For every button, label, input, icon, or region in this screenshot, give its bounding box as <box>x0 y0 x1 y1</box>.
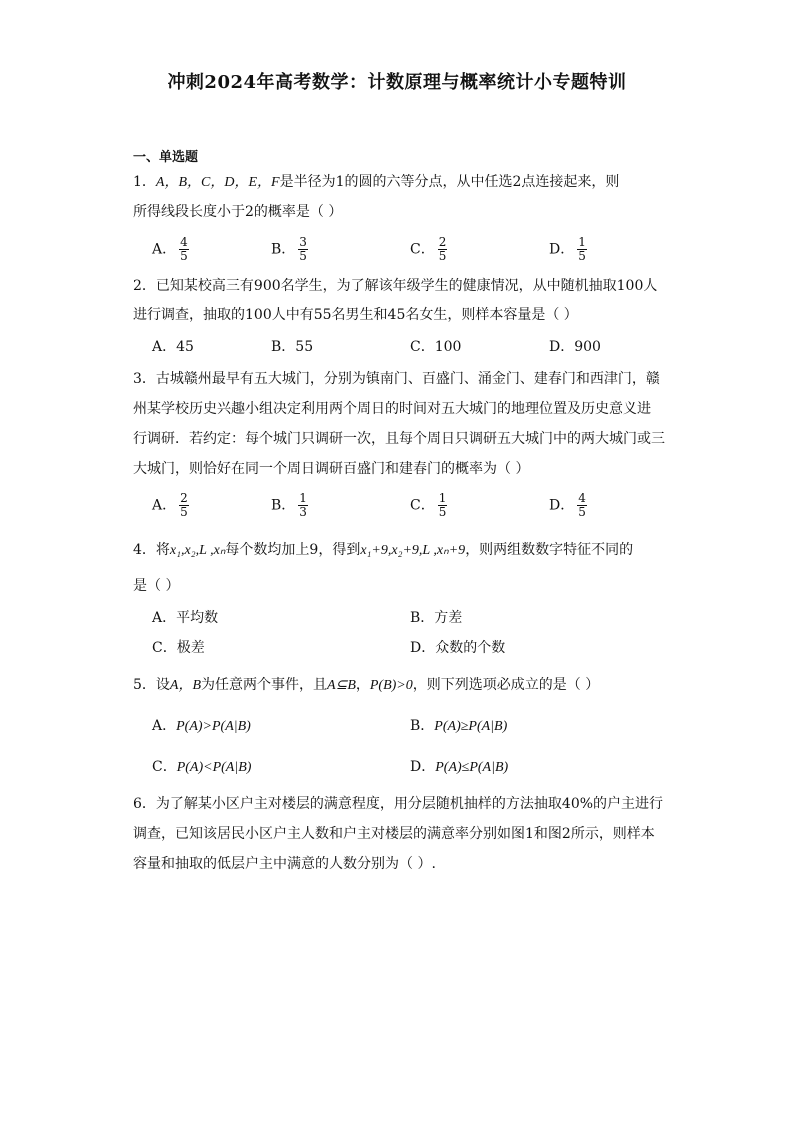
question-5-option-b[interactable]: B．P(A)≥P(A|B) <box>410 718 508 734</box>
subset-condition: A⊆B <box>327 678 356 693</box>
fraction: $\frac{1}{5}$ <box>578 235 586 263</box>
sequence-expression: x₁,x₂,L ,xₙ <box>169 543 226 558</box>
question-4-option-a[interactable]: A．平均数 <box>152 610 219 626</box>
fraction: $\frac{4}{5}$ <box>180 235 188 263</box>
question-2-line-2: 进行调查，抽取的100人中有55名男生和45名女生，则样本容量是（ ） <box>133 307 578 323</box>
question-1-option-a[interactable]: A． $\frac{4}{5}$ <box>152 235 188 263</box>
question-1-option-d[interactable]: D． $\frac{1}{5}$ <box>549 235 586 263</box>
question-4-option-d[interactable]: D．众数的个数 <box>410 640 506 656</box>
question-3-line-1: 3．古城赣州最早有五大城门，分别为镇南门、百盛门、涌金门、建春门和西津门，赣 <box>133 371 660 387</box>
question-6-line-1: 6．为了解某小区户主对楼层的满意程度，用分层随机抽样的方法抽取40%的户主进行 <box>133 796 664 812</box>
question-6-line-2: 调查，已知该居民小区户主人数和户主对楼层的满意率分别如图1和图2所示，则样本 <box>133 826 655 842</box>
question-1-line-1 <box>133 172 619 193</box>
question-3-option-d[interactable]: D． $\frac{4}{5}$ <box>549 491 586 519</box>
fraction: $\frac{4}{5}$ <box>578 491 586 519</box>
question-2-option-c[interactable]: C．100 <box>410 339 462 355</box>
question-4-option-c[interactable]: C．极差 <box>152 640 205 656</box>
fraction: $\frac{2}{5}$ <box>438 235 447 263</box>
fraction: $\frac{1}{5}$ <box>438 491 447 519</box>
question-4-option-b[interactable]: B．方差 <box>410 610 463 626</box>
question-5-option-a[interactable]: A．P(A)>P(A|B) <box>152 718 251 734</box>
section-heading: 一、单选题 <box>133 150 199 165</box>
question-3-line-4: 大城门，则恰好在同一个周日调研百盛门和建春门的概率为（ ） <box>133 461 530 477</box>
question-1-text-a: 是半径为1的圆的六等分点，从中任选2点连接起来，则 <box>279 174 620 190</box>
event-vars: A，B <box>169 678 202 693</box>
question-1-option-c[interactable]: C． $\frac{2}{5}$ <box>410 235 447 263</box>
question-3-line-2: 州某学校历史兴趣小组决定利用两个周日的时间对五大城门的地理位置及历史意义进 <box>133 401 651 417</box>
question-2-option-d[interactable]: D．900 <box>549 339 601 355</box>
question-3-option-c[interactable]: C． $\frac{1}{5}$ <box>410 491 447 519</box>
shifted-sequence-expression: x₁+9,x₂+9,L ,xₙ+9 <box>360 543 466 558</box>
question-1-option-b[interactable]: B． $\frac{3}{5}$ <box>271 235 307 263</box>
fraction: $\frac{2}{5}$ <box>180 491 188 519</box>
question-3-option-b[interactable]: B． $\frac{1}{3}$ <box>271 491 307 519</box>
fraction: $\frac{1}{3}$ <box>299 491 307 519</box>
question-4-line-1: 4．将x₁,x₂,L ,xₙ每个数均加上9，得到x₁+9,x₂+9,L ,xₙ+9，则两组数数字特征不同的 <box>133 542 634 558</box>
question-5-line-1: 5．设A，B为任意两个事件，且A⊆B，P(B)>0，则下列选项必成立的是（ ） <box>133 677 600 693</box>
fraction: $\frac{3}{5}$ <box>299 235 307 263</box>
question-3-line-3: 行调研．若约定：每个城门只调研一次，且每个周日只调研五大城门中的两大城门或三 <box>133 431 665 447</box>
question-6-line-3: 容量和抽取的低层户主中满意的人数分别为（ ）. <box>133 856 436 872</box>
question-2-option-b[interactable]: B．55 <box>271 339 314 355</box>
probability-condition: P(B)>0 <box>369 678 413 693</box>
page-title: 冲刺2024年高考数学：计数原理与概率统计小专题特训 <box>167 72 627 93</box>
question-4-line-2: 是（ ） <box>133 578 180 594</box>
question-1-line-2: 所得线段长度小于2的概率是（ ） <box>133 204 343 220</box>
question-1-vars: A，B，C，D，E，F <box>155 175 280 190</box>
question-3-option-a[interactable]: A． $\frac{2}{5}$ <box>152 491 188 519</box>
question-2-option-a[interactable]: A．45 <box>152 339 194 355</box>
question-5-option-c[interactable]: C．P(A)<P(A|B) <box>152 759 252 775</box>
question-2-line-1: 2．已知某校高三有900名学生，为了解该年级学生的健康情况，从中随机抽取100人 <box>133 278 658 294</box>
question-1-number: 1． <box>133 174 156 190</box>
question-5-option-d[interactable]: D．P(A)≤P(A|B) <box>410 759 509 775</box>
